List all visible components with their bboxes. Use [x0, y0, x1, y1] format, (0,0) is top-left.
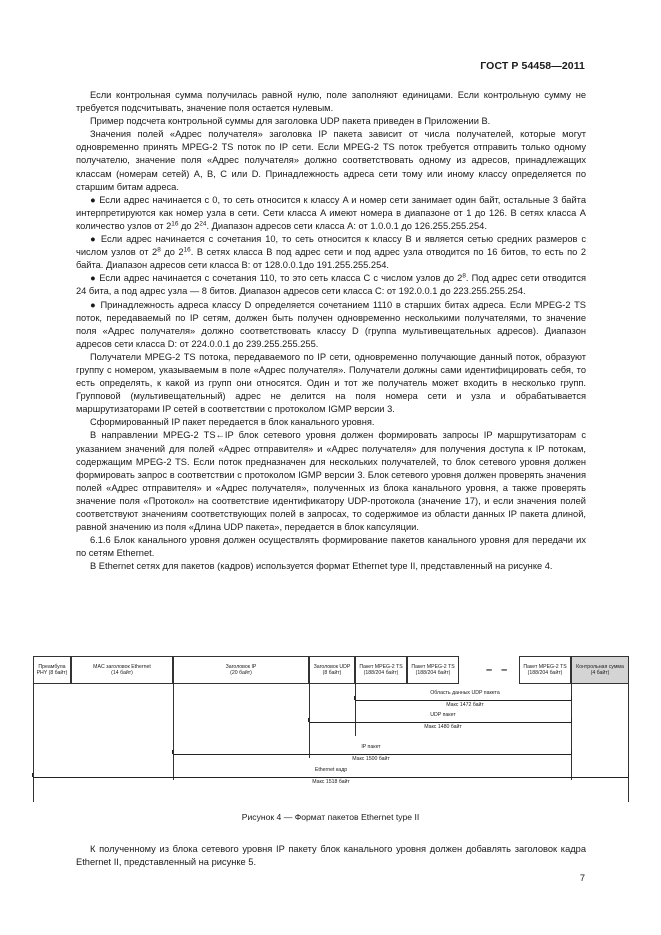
guide-line	[628, 684, 629, 802]
paragraph: Сформированный IP пакет передается в блок канального уровня.	[90, 417, 375, 428]
document-code: ГОСТ Р 54458—2011	[480, 60, 585, 72]
bullet-class-a: ● Если адрес начинается с 0, то сеть относится к классу A и номер сети занимает один байт, остальные 3 байта интерпретируются как номер узла в сети. Сети класса A имеют номера в диапазоне от 1 до 126. В сетях класса A количество узлов от $2^{16}$ до $2^{24}$. Диапазон адресов сети класса A: от 1.0.0.1 до 126.255.255.254.	[76, 194, 586, 231]
paragraph: В Ethernet сетях для пакетов (кадров) используется формат Ethernet type II, представленный на рисунке 4.	[90, 561, 553, 572]
ellipsis: – –	[486, 664, 511, 676]
cell-preamble: Преамбула PHY (8 байт)	[33, 656, 71, 684]
after-figure-text	[76, 843, 586, 869]
bullet-class-d: ● Принадлежность адреса классу D определяется сочетанием 1110 в старших битах адреса. Если MPEG-2 TS поток, передаваемый по IP сетям, должен быть получен одновременно несколькими получателями, то значение поля «Адрес получателя» должно соответствовать классу D (группа мультивещательных адресов). Диапазон адресов сети класса D: от 224.0.0.1 до 239.255.255.255.	[76, 299, 586, 349]
cell-ts-packet: Пакет MPEG-2 TS (188/204 байт)	[519, 656, 571, 684]
paragraph: К полученному из блока сетевого уровня IP пакету блок канального уровня должен добавлять заголовок кадра Ethernet II, представленный на рисунке 5.	[76, 844, 586, 868]
figure-caption: Рисунок 4 — Формат пакетов Ethernet type II	[241, 812, 420, 822]
bullet-class-c: ● Если адрес начинается с сочетания 110, то это сеть класса C с числом узлов до $2^8$. Под адрес сети отводится 24 бита, а под адрес узла — 8 битов. Диапазон адресов сети класса C: от 192.0.0.1 до 223.255.255.254.	[76, 272, 587, 297]
dim-arrow-udp-data	[355, 700, 571, 701]
dim-value-udp-packet: Макс 1480 байт	[424, 724, 462, 730]
bullet-class-b: ● Если адрес начинается с сочетания 10, то сеть относится к классу B и является сетью средних размеров с числом узлов от $2^8$ до $2^{16}$. В сетях класса B под адрес сети и под адрес узла отводится по 16 битов, то есть по 2 байта. Диапазон адресов сети класса B: от 128.0.0.1до 191.255.255.254.	[76, 234, 586, 271]
guide-line	[33, 684, 34, 802]
dim-arrow-ip-packet	[173, 754, 571, 755]
paragraph: Получатели MPEG-2 TS потока, передаваемого по IP сети, одновременно получающие данный поток, образуют группу с номером, указываемым в поле «Адрес получателя». Получатели должны сами идентифицировать себя, то есть определять, к какой из групп они относятся. Один и тот же получатель может входить в несколько групп. Групповой (мультивещательный) адрес не делится на поля номера сети и узла и обрабатывается маршрутизаторами IP сетей в соответствии с протоколом IGMP версии 3.	[76, 351, 586, 415]
dim-value-ethernet-frame: Макс 1518 байт	[312, 779, 350, 785]
dim-label-ethernet-frame: Ethernet кадр	[314, 767, 348, 773]
guide-line	[309, 684, 310, 758]
dim-arrow-udp-packet	[309, 722, 571, 723]
guide-line	[173, 684, 174, 780]
dim-label-ip-packet: IP пакет	[361, 744, 381, 750]
paragraph: В направлении MPEG-2 TS←IP блок сетевого уровня должен формировать запросы IP маршрутизаторам с указанием значений для полей «Адрес отправителя» и «Адрес получателя» для получения доступа к IP потокам, содержащим MPEG-2 TS. Если поток предназначен для нескольких получателей, то блок сетевого уровня должен формировать запрос в соответствии с протоколом IGMP версии 3. Блок сетевого уровня должен проверять значения полей «Адрес отправителя» и «Адрес получателя», полученных из блока канального уровня, а также проверять значение поля «Протокол» на соответствие идентификатору UDP-протокола (значение 17), и если значения полей соответствуют значениям соответствующих полей в запросах, то содержимое из области данных IP пакета длиной, равной значению из поля «Длина UDP пакета», передается в блок капсуляции.	[76, 430, 586, 533]
cell-ts-packet: Пакет MPEG-2 TS (188/204 байт)	[355, 656, 407, 684]
guide-line	[355, 684, 356, 736]
dim-label-udp-packet: UDP пакет	[430, 712, 456, 718]
paragraph: Пример подсчета контрольной суммы для заголовка UDP пакета приведен в Приложении В.	[90, 116, 491, 127]
page-number: 7	[579, 873, 585, 883]
cell-checksum: Контрольная сумма (4 байт)	[571, 656, 629, 684]
paragraph: Если контрольная сумма получилась равной нулю, поле заполняют единицами. Если контрольную сумму не требуется подсчитывать, значение поля остается нулевым.	[76, 90, 586, 114]
cell-mac-header: MAC заголовок Ethernet (14 байт)	[71, 656, 173, 684]
dim-value-ip-packet: Макс 1500 байт	[352, 756, 390, 762]
dim-value-udp-data: Макс 1472 байт	[446, 702, 484, 708]
section-6-1-6: 6.1.6 Блок канального уровня должен осуществлять формирование пакетов канального уровня для передачи их по сетям Ethernet.	[76, 535, 586, 559]
dim-arrow-ethernet-frame	[33, 777, 628, 778]
paragraph: Значения полей «Адрес получателя» заголовка IP пакета зависит от числа получателей, которые могут одновременно принять MPEG-2 TS поток по IP сети. Если MPEG-2 TS поток требуется отправить только одному получателю, значение поля «Адрес получателя» должно соответствовать одному из адресов, принадлежащих классам (номерам сетей) A, B, C или D. Принадлежность адреса сети тому или иному классу определяется по старшим битам адреса.	[76, 129, 586, 192]
dim-label-udp-data: Область данных UDP пакета	[430, 690, 500, 696]
ethernet-frame-diagram	[33, 656, 629, 804]
cell-udp-header: Заголовок UDP (8 байт)	[309, 656, 355, 684]
cell-ts-packet: Пакет MPEG-2 TS (188/204 байт)	[407, 656, 459, 684]
cell-ip-header: Заголовок IP (20 байт)	[173, 656, 309, 684]
body-text	[76, 89, 586, 573]
